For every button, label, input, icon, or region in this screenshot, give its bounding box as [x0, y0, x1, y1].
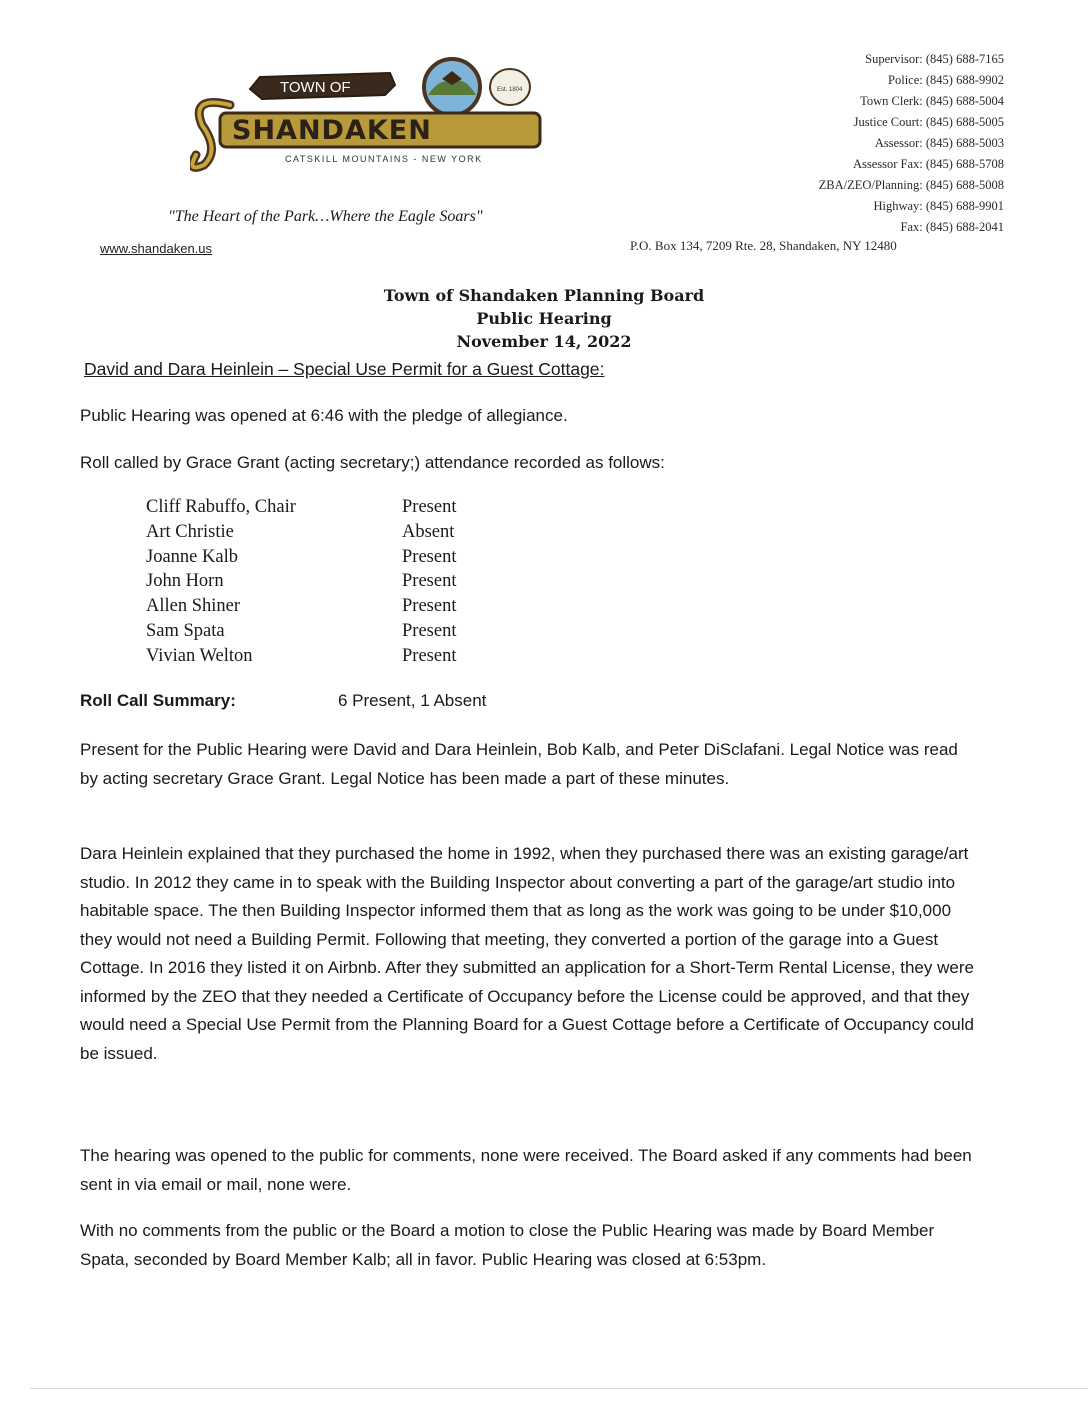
title-date: November 14, 2022 [456, 332, 632, 351]
logo-town-of-text: TOWN OF [280, 79, 351, 96]
contact-line: Justice Court: (845) 688-5005 [853, 115, 1004, 129]
contact-list [684, 49, 1004, 238]
contact-line: Supervisor: (845) 688-7165 [865, 52, 1004, 66]
contact-line: Assessor: (845) 688-5003 [874, 136, 1004, 150]
opening-statement: Public Hearing was opened at 6:46 with the pledge of allegiance. [80, 406, 568, 425]
roll-intro: Roll called by Grace Grant (acting secretary;) attendance recorded as follows: [80, 453, 665, 472]
member-name: Sam Spata [146, 620, 225, 641]
member-name: Vivian Welton [146, 645, 253, 666]
member-name: Cliff Rabuffo, Chair [146, 497, 296, 517]
document-title [0, 284, 1088, 353]
logo-year-badge: Est. 1804 [497, 87, 523, 93]
member-status: Present [402, 571, 457, 592]
logo-name-text: SHANDAKEN [232, 115, 432, 146]
member-status: Present [402, 620, 457, 641]
member-name: Art Christie [146, 521, 234, 542]
member-name: John Horn [146, 571, 224, 592]
roll-row [146, 594, 522, 619]
member-name: Allen Shiner [146, 596, 241, 617]
contact-line: Fax: (845) 688-2041 [900, 220, 1004, 234]
title-board: Town of Shandaken Planning Board [383, 286, 705, 305]
roll-row [146, 619, 522, 644]
roll-row [146, 520, 522, 545]
summary-value: 6 Present, 1 Absent [338, 691, 487, 710]
title-meeting-type: Public Hearing [476, 309, 612, 328]
contact-line: Police: (845) 688-9902 [888, 73, 1004, 87]
logo-subtitle-text: CATSKILL MOUNTAINS - NEW YORK [285, 154, 483, 164]
roll-row [146, 644, 522, 669]
website-link[interactable]: www.shandaken.us [100, 241, 213, 256]
hearing-subject: David and Dara Heinlein – Special Use Permit for a Guest Cottage: [84, 359, 605, 379]
public-comment-paragraph: The hearing was opened to the public for comments, none were received. The Board asked if any comments had been sent in via email or mail, none were. [80, 1146, 972, 1194]
roll-row [146, 545, 522, 570]
contact-line: ZBA/ZEO/Planning: (845) 688-5008 [818, 178, 1004, 192]
attendees-paragraph: Present for the Public Hearing were David and Dara Heinlein, Bob Kalb, and Peter DiSclafani. Legal Notice was read by acting secretary Grace Grant. Legal Notice has been made a part of these minutes. [80, 740, 958, 788]
town-logo [190, 55, 560, 175]
roll-call-list [146, 495, 522, 669]
member-status: Absent [402, 521, 455, 542]
member-status: Present [402, 645, 457, 666]
scan-edge-line [30, 1388, 1088, 1389]
summary-label: Roll Call Summary: [80, 691, 236, 710]
member-name: Joanne Kalb [146, 546, 238, 567]
roll-row [146, 569, 522, 594]
contact-line: Assessor Fax: (845) 688-5708 [852, 157, 1004, 171]
roll-row [146, 495, 522, 520]
contact-line: Highway: (845) 688-9901 [873, 199, 1004, 213]
member-status: Present [402, 497, 457, 517]
tagline: "The Heart of the Park…Where the Eagle Soars" [168, 208, 483, 225]
explanation-paragraph: Dara Heinlein explained that they purchased the home in 1992, when they purchased there was an existing garage/art studio. In 2012 they came in to speak with the Building Inspector about converting a part of the garage/art studio into habitable space. The then Building Inspector informed them that as long as the work was going to be under $10,000 they would not need a Building Permit. Following that meeting, they converted a portion of the garage into a Guest Cottage. In 2016 they listed it on Airbnb. After they submitted an application for a Short-Term Rental License, they were informed by the ZEO that they needed a Certificate of Occupancy before the License could be approved, and that they would need a Special Use Permit from the Planning Board for a Guest Cottage before a Certificate of Occupancy could be issued. [80, 844, 974, 1063]
mailing-address: P.O. Box 134, 7209 Rte. 28, Shandaken, NY 12480 [630, 238, 897, 253]
closing-paragraph: With no comments from the public or the Board a motion to close the Public Hearing was made by Board Member Spata, seconded by Board Member Kalb; all in favor. Public Hearing was closed at 6:53pm. [80, 1221, 935, 1269]
member-status: Present [402, 596, 457, 617]
contact-line: Town Clerk: (845) 688-5004 [860, 94, 1004, 108]
member-status: Present [402, 546, 457, 567]
roll-call-summary [80, 691, 486, 711]
